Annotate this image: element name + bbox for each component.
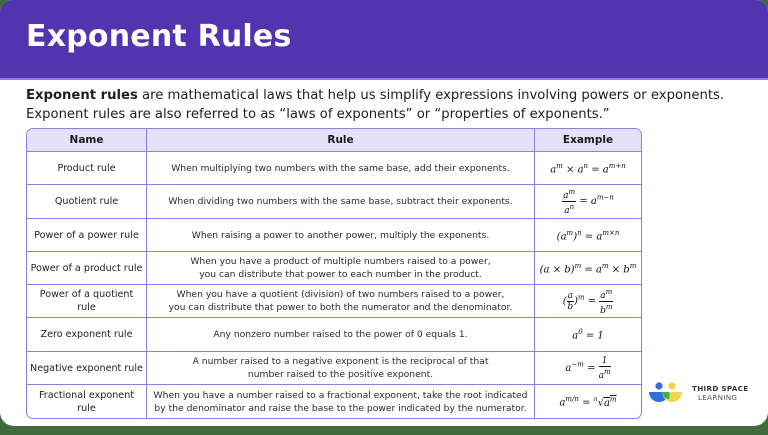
table-row	[27, 385, 641, 418]
rule-line-2: you can distribute that power to each number in the product.	[199, 269, 482, 280]
table-row	[27, 152, 641, 185]
rule-line-1: When you have a number raised to a fractional exponent, take the root indicated	[153, 389, 528, 401]
rule-example: $(a^m)^n = a^{m\times n}$	[534, 219, 641, 252]
table-header-row	[27, 129, 641, 152]
rule-name: Quotient rule	[27, 185, 146, 219]
table-row	[27, 352, 641, 385]
rule-name: Product rule	[27, 152, 146, 185]
column-header-name: Name	[27, 129, 146, 152]
logo-line-2: LEARNING	[698, 393, 738, 402]
rule-name: Fractional exponent rule	[38, 389, 135, 414]
rule-description	[146, 252, 534, 285]
intro-bold-term: Exponent rules	[26, 88, 138, 103]
table-row	[27, 219, 641, 252]
rule-line-1: A number raised to a negative exponent is the reciprocal of that	[192, 356, 489, 367]
rule-name: Power of a power rule	[27, 219, 146, 252]
rule-example: ( $\frac{a}{b}$ )$^m$ = $\frac{a^m}{b^m}$	[534, 285, 641, 318]
rule-description: When multiplying two numbers with the same base, add their exponents.	[146, 152, 534, 185]
rule-example: $\frac{a^m}{a^n}$ = $a^{m-n}$	[534, 185, 641, 219]
table-row	[27, 185, 641, 219]
intro-line2: Exponent rules are also referred to as “laws of exponents” or “properties of exponents.”	[26, 107, 610, 122]
rule-line-2: by the denominator and raise the base to the power indicated by the numerator.	[154, 402, 527, 414]
rule-name: Negative exponent rule	[27, 352, 146, 385]
rule-name: Power of a product rule	[27, 252, 146, 285]
rule-line-2: number raised to the positive exponent.	[247, 369, 434, 380]
logo-line-1: THIRD SPACE	[692, 384, 749, 393]
rule-example: $a^{-m}$ = $\frac{1}{a^m}$	[534, 352, 641, 385]
exponent-rules-table	[26, 128, 642, 419]
page-title: Exponent Rules	[26, 18, 292, 54]
column-header-example: Example	[534, 129, 641, 152]
rule-line-1: When you have a product of multiple numbers raised to a power,	[190, 256, 491, 267]
rule-description: Any nonzero number raised to the power of 0 equals 1.	[146, 318, 534, 352]
header-bar	[0, 0, 768, 80]
table-row	[27, 285, 641, 318]
rule-description: When dividing two numbers with the same base, subtract their exponents.	[146, 185, 534, 219]
rule-description	[146, 285, 534, 318]
rule-example: $a^{m/n} = ^n√a^m$	[534, 385, 641, 418]
table-row	[27, 252, 641, 285]
rule-description	[146, 352, 534, 385]
column-header-rule: Rule	[146, 129, 534, 152]
intro-line1: are mathematical laws that help us simplify expressions involving powers or exponents.	[137, 88, 725, 103]
rule-description	[146, 385, 534, 418]
rule-name: Power of a quotient rule	[27, 285, 146, 318]
logo-people-icon	[648, 382, 684, 404]
intro-paragraph	[26, 86, 746, 124]
rule-line-1: When you have a quotient (division) of two numbers raised to a power,	[176, 289, 505, 300]
table-row	[27, 318, 641, 352]
rule-example: $a^m \times a^n = a^{m+n}$	[534, 152, 641, 185]
rule-line-2: you can distribute that power to both the numerator and the denominator.	[168, 302, 513, 313]
rule-name: Zero exponent rule	[27, 318, 146, 352]
third-space-learning-logo	[648, 382, 748, 404]
rule-example: $a^0 = 1$	[534, 318, 641, 352]
rule-description: When raising a power to another power, multiply the exponents.	[146, 219, 534, 252]
rule-example: $(a \times b)^m = a^m \times b^m$	[534, 252, 641, 285]
